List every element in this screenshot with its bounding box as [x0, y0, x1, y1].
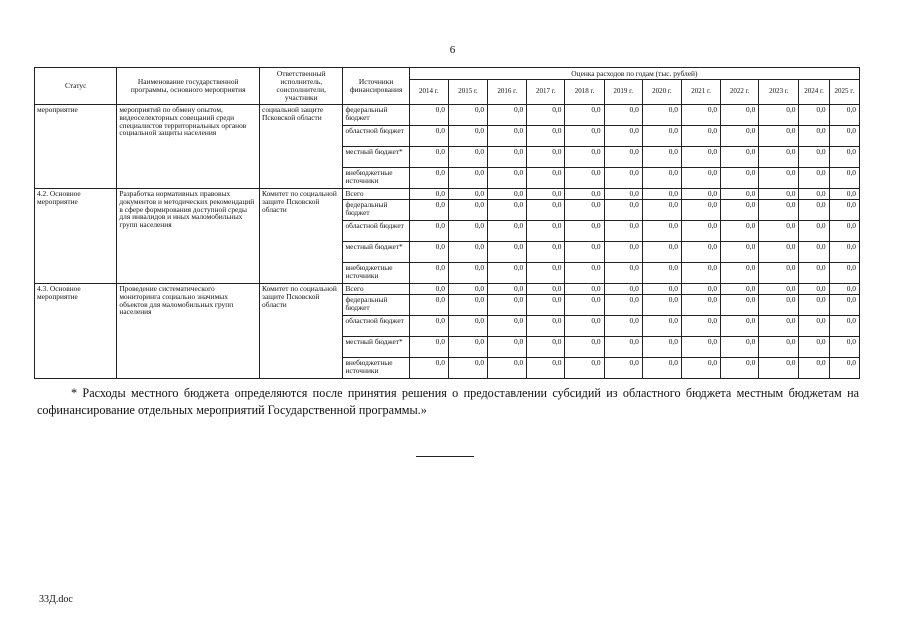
value-cell: 0,0 — [604, 295, 642, 316]
value-cell: 0,0 — [642, 316, 681, 337]
year-header: 2021 г. — [681, 80, 720, 105]
value-cell: 0,0 — [642, 200, 681, 221]
value-cell: 0,0 — [488, 295, 527, 316]
value-cell: 0,0 — [681, 358, 720, 379]
value-cell: 0,0 — [488, 105, 527, 126]
year-header: 2019 г. — [604, 80, 642, 105]
source-cell: федеральный бюджет — [343, 105, 409, 126]
value-cell: 0,0 — [642, 242, 681, 263]
value-cell: 0,0 — [759, 242, 799, 263]
source-cell: внебюджетные источники — [343, 358, 409, 379]
value-cell: 0,0 — [527, 337, 565, 358]
value-cell: 0,0 — [721, 126, 759, 147]
value-cell: 0,0 — [799, 168, 829, 189]
value-cell: 0,0 — [759, 189, 799, 200]
value-cell: 0,0 — [721, 189, 759, 200]
value-cell: 0,0 — [488, 284, 527, 295]
value-cell: 0,0 — [565, 189, 604, 200]
value-cell: 0,0 — [642, 126, 681, 147]
value-cell: 0,0 — [409, 337, 448, 358]
name-cell: мероприятий по обмену опытом, видеоселекторных совещаний среди специалистов территориальных органов социальной защиты населения — [117, 105, 260, 189]
value-cell: 0,0 — [448, 200, 487, 221]
year-header: 2016 г. — [488, 80, 527, 105]
value-cell: 0,0 — [527, 263, 565, 284]
year-header: 2017 г. — [527, 80, 565, 105]
value-cell: 0,0 — [759, 263, 799, 284]
value-cell: 0,0 — [681, 316, 720, 337]
source-cell: федеральный бюджет — [343, 200, 409, 221]
source-cell: местный бюджет* — [343, 242, 409, 263]
value-cell: 0,0 — [642, 168, 681, 189]
value-cell: 0,0 — [759, 147, 799, 168]
value-cell: 0,0 — [799, 263, 829, 284]
value-cell: 0,0 — [759, 316, 799, 337]
value-cell: 0,0 — [527, 221, 565, 242]
value-cell: 0,0 — [799, 284, 829, 295]
value-cell: 0,0 — [799, 316, 829, 337]
value-cell: 0,0 — [829, 189, 859, 200]
value-cell: 0,0 — [721, 147, 759, 168]
source-cell: областной бюджет — [343, 316, 409, 337]
value-cell: 0,0 — [681, 126, 720, 147]
value-cell: 0,0 — [604, 284, 642, 295]
value-cell: 0,0 — [759, 105, 799, 126]
value-cell: 0,0 — [721, 105, 759, 126]
table-row — [35, 105, 860, 126]
value-cell: 0,0 — [448, 147, 487, 168]
value-cell: 0,0 — [681, 284, 720, 295]
value-cell: 0,0 — [565, 284, 604, 295]
value-cell: 0,0 — [565, 221, 604, 242]
value-cell: 0,0 — [409, 200, 448, 221]
value-cell: 0,0 — [829, 337, 859, 358]
value-cell: 0,0 — [642, 221, 681, 242]
value-cell: 0,0 — [448, 295, 487, 316]
value-cell: 0,0 — [565, 168, 604, 189]
value-cell: 0,0 — [829, 105, 859, 126]
value-cell: 0,0 — [681, 295, 720, 316]
header-status: Статус — [35, 68, 117, 105]
value-cell: 0,0 — [565, 200, 604, 221]
value-cell: 0,0 — [642, 337, 681, 358]
value-cell: 0,0 — [681, 263, 720, 284]
value-cell: 0,0 — [527, 284, 565, 295]
table-row — [35, 189, 860, 200]
value-cell: 0,0 — [409, 316, 448, 337]
source-cell: областной бюджет — [343, 126, 409, 147]
value-cell: 0,0 — [721, 200, 759, 221]
value-cell: 0,0 — [527, 147, 565, 168]
value-cell: 0,0 — [488, 168, 527, 189]
value-cell: 0,0 — [604, 358, 642, 379]
value-cell: 0,0 — [642, 358, 681, 379]
value-cell: 0,0 — [565, 358, 604, 379]
value-cell: 0,0 — [681, 221, 720, 242]
value-cell: 0,0 — [604, 126, 642, 147]
value-cell: 0,0 — [527, 168, 565, 189]
table-header — [35, 68, 860, 105]
header-sources: Источники финансирования — [343, 68, 409, 105]
value-cell: 0,0 — [488, 200, 527, 221]
year-header: 2014 г. — [409, 80, 448, 105]
value-cell: 0,0 — [488, 189, 527, 200]
value-cell: 0,0 — [681, 105, 720, 126]
value-cell: 0,0 — [721, 168, 759, 189]
value-cell: 0,0 — [604, 221, 642, 242]
value-cell: 0,0 — [409, 221, 448, 242]
value-cell: 0,0 — [565, 295, 604, 316]
value-cell: 0,0 — [681, 337, 720, 358]
source-cell: внебюджетные источники — [343, 263, 409, 284]
value-cell: 0,0 — [448, 126, 487, 147]
value-cell: 0,0 — [642, 263, 681, 284]
value-cell: 0,0 — [409, 105, 448, 126]
source-cell: местный бюджет* — [343, 337, 409, 358]
value-cell: 0,0 — [642, 284, 681, 295]
value-cell: 0,0 — [799, 200, 829, 221]
value-cell: 0,0 — [829, 242, 859, 263]
value-cell: 0,0 — [681, 242, 720, 263]
value-cell: 0,0 — [759, 284, 799, 295]
source-cell: местный бюджет* — [343, 147, 409, 168]
value-cell: 0,0 — [759, 168, 799, 189]
value-cell: 0,0 — [829, 263, 859, 284]
value-cell: 0,0 — [721, 284, 759, 295]
value-cell: 0,0 — [829, 221, 859, 242]
value-cell: 0,0 — [409, 295, 448, 316]
value-cell: 0,0 — [488, 242, 527, 263]
value-cell: 0,0 — [448, 316, 487, 337]
value-cell: 0,0 — [527, 105, 565, 126]
value-cell: 0,0 — [604, 200, 642, 221]
value-cell: 0,0 — [488, 147, 527, 168]
value-cell: 0,0 — [721, 295, 759, 316]
value-cell: 0,0 — [721, 242, 759, 263]
value-cell: 0,0 — [829, 295, 859, 316]
value-cell: 0,0 — [448, 189, 487, 200]
value-cell: 0,0 — [604, 147, 642, 168]
status-cell: мероприятие — [35, 105, 117, 189]
year-header: 2018 г. — [565, 80, 604, 105]
value-cell: 0,0 — [829, 284, 859, 295]
value-cell: 0,0 — [799, 147, 829, 168]
page-number: 6 — [449, 44, 456, 56]
value-cell: 0,0 — [799, 221, 829, 242]
year-header: 2022 г. — [721, 80, 759, 105]
footnote: * Расходы местного бюджета определяются после принятия решения о предоставлении субсидий из областного бюджета местным бюджетам на софинансирование отдельных мероприятий Государственной программы.» — [37, 386, 859, 417]
header-executor: Ответственный исполнитель, соисполнители, участники — [260, 68, 343, 105]
value-cell: 0,0 — [527, 189, 565, 200]
value-cell: 0,0 — [681, 147, 720, 168]
value-cell: 0,0 — [527, 316, 565, 337]
value-cell: 0,0 — [604, 242, 642, 263]
value-cell: 0,0 — [829, 200, 859, 221]
value-cell: 0,0 — [642, 147, 681, 168]
source-cell: Всего — [343, 189, 409, 200]
value-cell: 0,0 — [799, 126, 829, 147]
value-cell: 0,0 — [565, 105, 604, 126]
value-cell: 0,0 — [488, 221, 527, 242]
value-cell: 0,0 — [527, 242, 565, 263]
value-cell: 0,0 — [829, 147, 859, 168]
value-cell: 0,0 — [759, 358, 799, 379]
value-cell: 0,0 — [448, 105, 487, 126]
value-cell: 0,0 — [604, 337, 642, 358]
value-cell: 0,0 — [604, 168, 642, 189]
value-cell: 0,0 — [759, 295, 799, 316]
value-cell: 0,0 — [409, 168, 448, 189]
value-cell: 0,0 — [604, 189, 642, 200]
value-cell: 0,0 — [642, 189, 681, 200]
value-cell: 0,0 — [799, 295, 829, 316]
year-header: 2020 г. — [642, 80, 681, 105]
value-cell: 0,0 — [799, 189, 829, 200]
value-cell: 0,0 — [565, 242, 604, 263]
year-header: 2024 г. — [799, 80, 829, 105]
value-cell: 0,0 — [759, 337, 799, 358]
value-cell: 0,0 — [759, 200, 799, 221]
source-cell: Всего — [343, 284, 409, 295]
value-cell: 0,0 — [488, 358, 527, 379]
value-cell: 0,0 — [604, 263, 642, 284]
value-cell: 0,0 — [681, 189, 720, 200]
header-name: Наименование государственной программы, основного мероприятия — [117, 68, 260, 105]
value-cell: 0,0 — [448, 337, 487, 358]
table-row — [35, 284, 860, 295]
value-cell: 0,0 — [409, 189, 448, 200]
header-expenses: Оценка расходов по годам (тыс. рублей) — [409, 68, 859, 80]
value-cell: 0,0 — [799, 358, 829, 379]
year-header: 2023 г. — [759, 80, 799, 105]
source-cell: внебюджетные источники — [343, 168, 409, 189]
table-body — [35, 105, 860, 379]
value-cell: 0,0 — [604, 105, 642, 126]
value-cell: 0,0 — [721, 316, 759, 337]
value-cell: 0,0 — [565, 337, 604, 358]
value-cell: 0,0 — [409, 126, 448, 147]
value-cell: 0,0 — [409, 358, 448, 379]
source-cell: федеральный бюджет — [343, 295, 409, 316]
value-cell: 0,0 — [759, 221, 799, 242]
value-cell: 0,0 — [488, 316, 527, 337]
value-cell: 0,0 — [409, 263, 448, 284]
value-cell: 0,0 — [565, 147, 604, 168]
status-cell: 4.2. Основное мероприятие — [35, 189, 117, 284]
value-cell: 0,0 — [448, 221, 487, 242]
value-cell: 0,0 — [488, 126, 527, 147]
value-cell: 0,0 — [759, 126, 799, 147]
value-cell: 0,0 — [565, 316, 604, 337]
value-cell: 0,0 — [681, 168, 720, 189]
value-cell: 0,0 — [721, 337, 759, 358]
document-filename: 33Д.doc — [39, 594, 73, 605]
value-cell: 0,0 — [721, 263, 759, 284]
year-header: 2015 г. — [448, 80, 487, 105]
source-cell: областной бюджет — [343, 221, 409, 242]
executor-cell: социальной защите Псковской области — [260, 105, 343, 189]
value-cell: 0,0 — [448, 263, 487, 284]
value-cell: 0,0 — [565, 263, 604, 284]
value-cell: 0,0 — [409, 284, 448, 295]
value-cell: 0,0 — [565, 126, 604, 147]
value-cell: 0,0 — [829, 316, 859, 337]
value-cell: 0,0 — [642, 295, 681, 316]
value-cell: 0,0 — [799, 242, 829, 263]
value-cell: 0,0 — [488, 263, 527, 284]
value-cell: 0,0 — [829, 126, 859, 147]
value-cell: 0,0 — [799, 337, 829, 358]
executor-cell: Комитет по социальной защите Псковской области — [260, 284, 343, 379]
value-cell: 0,0 — [488, 337, 527, 358]
value-cell: 0,0 — [799, 105, 829, 126]
value-cell: 0,0 — [409, 242, 448, 263]
value-cell: 0,0 — [721, 221, 759, 242]
value-cell: 0,0 — [448, 358, 487, 379]
value-cell: 0,0 — [409, 147, 448, 168]
value-cell: 0,0 — [448, 168, 487, 189]
value-cell: 0,0 — [527, 358, 565, 379]
name-cell: Разработка нормативных правовых документов и методических рекомендаций в сфере формирования доступной среды для инвалидов и иных маломобильных групп населения — [117, 189, 260, 284]
value-cell: 0,0 — [721, 358, 759, 379]
expenses-table — [34, 67, 860, 379]
value-cell: 0,0 — [527, 200, 565, 221]
value-cell: 0,0 — [642, 105, 681, 126]
year-header: 2025 г. — [829, 80, 859, 105]
value-cell: 0,0 — [448, 242, 487, 263]
value-cell: 0,0 — [829, 168, 859, 189]
name-cell: Проведение систематического мониторинга социально значимых объектов для маломобильных групп населения — [117, 284, 260, 379]
executor-cell: Комитет по социальной защите Псковской области — [260, 189, 343, 284]
value-cell: 0,0 — [448, 284, 487, 295]
status-cell: 4.3. Основное мероприятие — [35, 284, 117, 379]
value-cell: 0,0 — [604, 316, 642, 337]
separator-line — [416, 456, 474, 457]
value-cell: 0,0 — [829, 358, 859, 379]
value-cell: 0,0 — [527, 295, 565, 316]
value-cell: 0,0 — [527, 126, 565, 147]
value-cell: 0,0 — [681, 200, 720, 221]
